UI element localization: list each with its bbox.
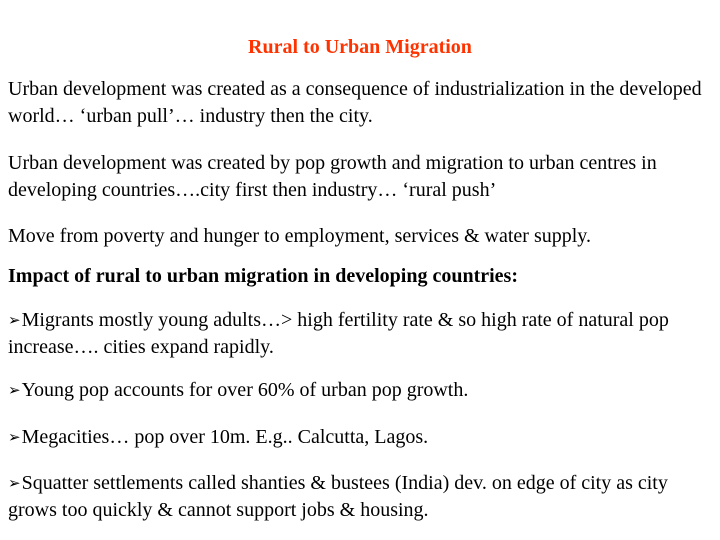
paragraph-urban-pull: Urban development was created as a consequence of industrialization in the developed world… ‘urban pull’… industry then the city.	[8, 78, 702, 127]
bullet-item-migrants	[8, 307, 714, 361]
bullet-text: Megacities… pop over 10m. E.g.. Calcutta, Lagos.	[21, 426, 429, 448]
bullet-item-squatter-settlements	[8, 470, 714, 524]
bullet-text: Young pop accounts for over 60% of urban pop growth.	[21, 379, 469, 401]
bullet-text: Migrants mostly young adults…> high fertility rate & so high rate of natural pop increase…. cities expand rapidly.	[8, 309, 669, 358]
arrowhead-bullet-icon: ➢	[8, 474, 21, 492]
paragraph-move-from-poverty: Move from poverty and hunger to employment, services & water supply.	[8, 225, 592, 247]
bullet-item-young-pop	[8, 377, 714, 404]
bullet-item-megacities	[8, 424, 714, 451]
impact-heading: Impact of rural to urban migration in developing countries:	[8, 265, 518, 287]
arrowhead-bullet-icon: ➢	[8, 428, 21, 446]
slide-title: Rural to Urban Migration	[248, 36, 472, 58]
bullet-text: Squatter settlements called shanties & bustees (India) dev. on edge of city as city grows too quickly & cannot support jobs & housing.	[8, 472, 668, 521]
arrowhead-bullet-icon: ➢	[8, 381, 21, 399]
arrowhead-bullet-icon: ➢	[8, 311, 21, 329]
paragraph-rural-push: Urban development was created by pop growth and migration to urban centres in developing countries….city first then industry… ‘rural push’	[8, 152, 657, 201]
